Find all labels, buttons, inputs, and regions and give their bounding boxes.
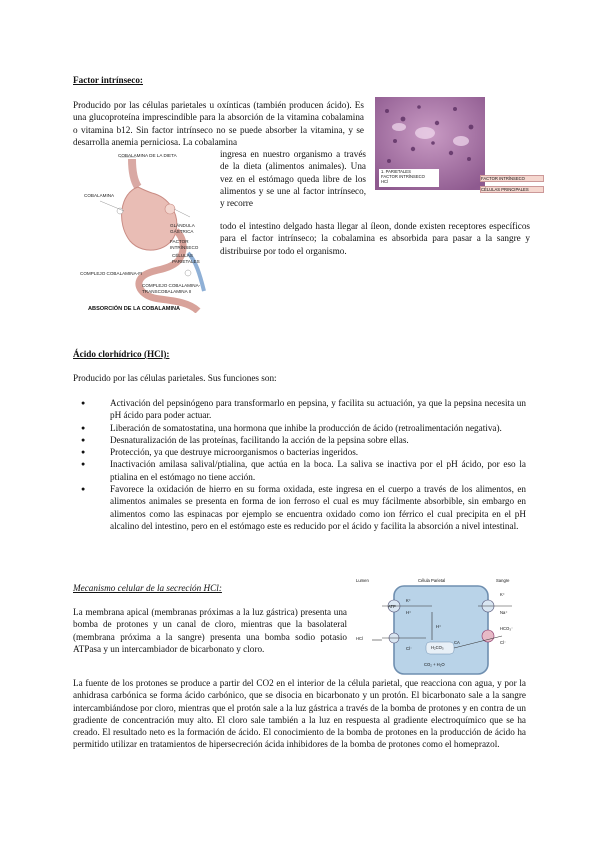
box-celulas-principales: CÉLULAS PRINCIPALES (480, 186, 544, 193)
label-complejo-cobalamina-fi: COMPLEJO COBALAMINA-FI (80, 271, 143, 276)
micro-label-parietales: 1. PARIETALES (381, 169, 411, 174)
label-transcobalamina: COMPLEJO COBALAMINA- TRANSCOBALAMINA II (142, 283, 201, 294)
micro-label-factor: FACTOR INTRÍNSECO (381, 174, 425, 179)
diagram-label-cl-right: Cl⁻ (500, 640, 507, 645)
diagram-label-h-left: H⁺ (406, 610, 412, 615)
gastric-micrograph (375, 97, 485, 190)
paragraph-factor-3: todo el intestino delgado hasta llegar al íleon, donde existen receptores específicos para el factor intrínseco; la cobalamina es absorbida para pasar a la sangre y distribuirse por todo el organismo. (220, 221, 530, 256)
diagram-label-co2-h2o: CO₂ + H₂O (424, 662, 445, 667)
label-cobalamina: COBALAMINA (84, 193, 115, 198)
diagram-label-lumen: Lumen (356, 578, 369, 583)
paragraph-mecanismo-2: La fuente de los protones se produce a partir del CO2 en el interior de la célula parietal, que reacciona con agua, y por la anhidrasa carbónica se forma ácido carbónico, que se disocia en bicarbonato y un protón. El bicarbonato sale a la sangre intercambiándose por cloro, mientras que el protón sale a la luz gástrica a través de la bomba de protones y en contra de un gradiente de concentración muy alto. El cloro sale también a la luz en respuesta al gradiente electroquímico que se ha creado. El resultado neto es la formación de ácido. El conocimiento de la bomba de protones en la producción de ácido ha permitido utilizar en tratamientos de hipersecreción ácida inhibidores de la bomba de protones como el homeprazol. (73, 678, 526, 750)
diagram-label-ca: CA (454, 640, 460, 645)
figure-caption-absorcion: ABSORCIÓN DE LA COBALAMINA (88, 306, 181, 312)
diagram-label-k-right: K⁺ (500, 592, 506, 597)
diagram-label-sangre: Sangre (496, 578, 510, 583)
section-title-factor-intrinseco: Factor intrínseco: (73, 75, 143, 85)
list-item: ● Desnaturalización de las proteínas, facilitando la acción de la pepsina sobre ellas. (110, 434, 526, 446)
paragraph-hcl-intro: Producido por las células parietales. Sus funciones son: (73, 373, 277, 383)
paragraph-factor-2: ingresa en nuestro organismo a través de la dieta (alimentos animales). Una vez en el estómago queda libre de los alimentos y se une al factor intrínseco, y recorre (220, 149, 366, 209)
diagram-label-h-center: H⁺ (436, 624, 442, 629)
micro-label-hcl: HCl (381, 179, 388, 184)
list-item: ● Favorece la oxidación de hierro en su forma oxidada, este ingresa en el cuerpo a través de los alimentos, en alimentos animales se presenta en forma de ion ferroso el cual es muy fácilmente absorbible, sin embargo en alimentos como las espinacas por ejemplo se encuentra oxidado como ion férrico el cual precipita en el pH alcalino del intestino, pero en el estómago este es reducido por el ácido y facilita la absorción a nivel intestinal. (110, 483, 526, 532)
cobalamin-absorption-figure (80, 153, 214, 313)
parietal-cell-diagram (352, 576, 526, 678)
diagram-label-h2co3: H₂CO₃ (431, 645, 444, 650)
box-factor-intrinseco: FACTOR INTRÍNSECO (480, 175, 544, 182)
hcl-functions-list (110, 397, 526, 532)
list-item: ● Inactivación amilasa salival/ptialina, que actúa en la boca. La saliva se inactiva por el pH ácido, por eso la ptialina en el estómago no tiene acción. (110, 458, 526, 483)
diagram-label-cl-left: Cl⁻ (406, 646, 413, 651)
list-item: ● Protección, ya que destruye microorganismos o bacterias ingeridos. (110, 446, 526, 458)
label-celulas-parietales: CÉLULAS PARIETALES (172, 253, 200, 264)
diagram-label-na-right: Na⁺ (500, 610, 508, 615)
paragraph-mecanismo-1: La membrana apical (membranas próximas a la luz gástrica) presenta una bomba de protones y un canal de cloro, mientras que la basolateral (membrana próxima a la sangre) presenta una bomba sodio potasio ATPasa y un intercambiador de bicarbonato y cloro. (73, 607, 347, 655)
paragraph-factor-1: Producido por las células parietales u oxínticas (también producen ácido). Es una glucoproteína imprescindible para la absorción de la vitamina cobalamina o vitamina b12. Sin factor intrínseco no se puede absorber la vitamina, y se desarrolla anemia perniciosa. La cobalamina (73, 100, 364, 147)
diagram-label-atp: ATP (388, 604, 396, 609)
section-title-acido-clorhidrico: Ácido clorhídrico (HCl): (73, 349, 170, 359)
diagram-label-k-left: K⁺ (406, 598, 412, 603)
list-item: ● Liberación de somatostatina, una hormona que inhibe la producción de ácido (retroalimentación negativa). (110, 422, 526, 434)
list-item: ● Activación del pepsinógeno para transformarlo en pepsina, y facilita su actuación, ya que la pepsina necesita un pH ácido para poder actuar. (110, 397, 526, 422)
diagram-label-hco3: HCO₃⁻ (500, 626, 514, 631)
diagram-label-celula: Célula Parietal (418, 578, 446, 583)
diagram-label-hcl: HCl (356, 636, 363, 641)
label-glandula-gastrica: GLÁNDULA GÁSTRICA (170, 223, 195, 234)
label-cobalamina-dieta: COBALAMINA DE LA DIETA (118, 153, 177, 158)
label-factor-intrinseco: FACTOR INTRÍNSECO (170, 239, 199, 250)
section-title-mecanismo: Mecanismo celular de la secreción HCl: (73, 583, 222, 593)
